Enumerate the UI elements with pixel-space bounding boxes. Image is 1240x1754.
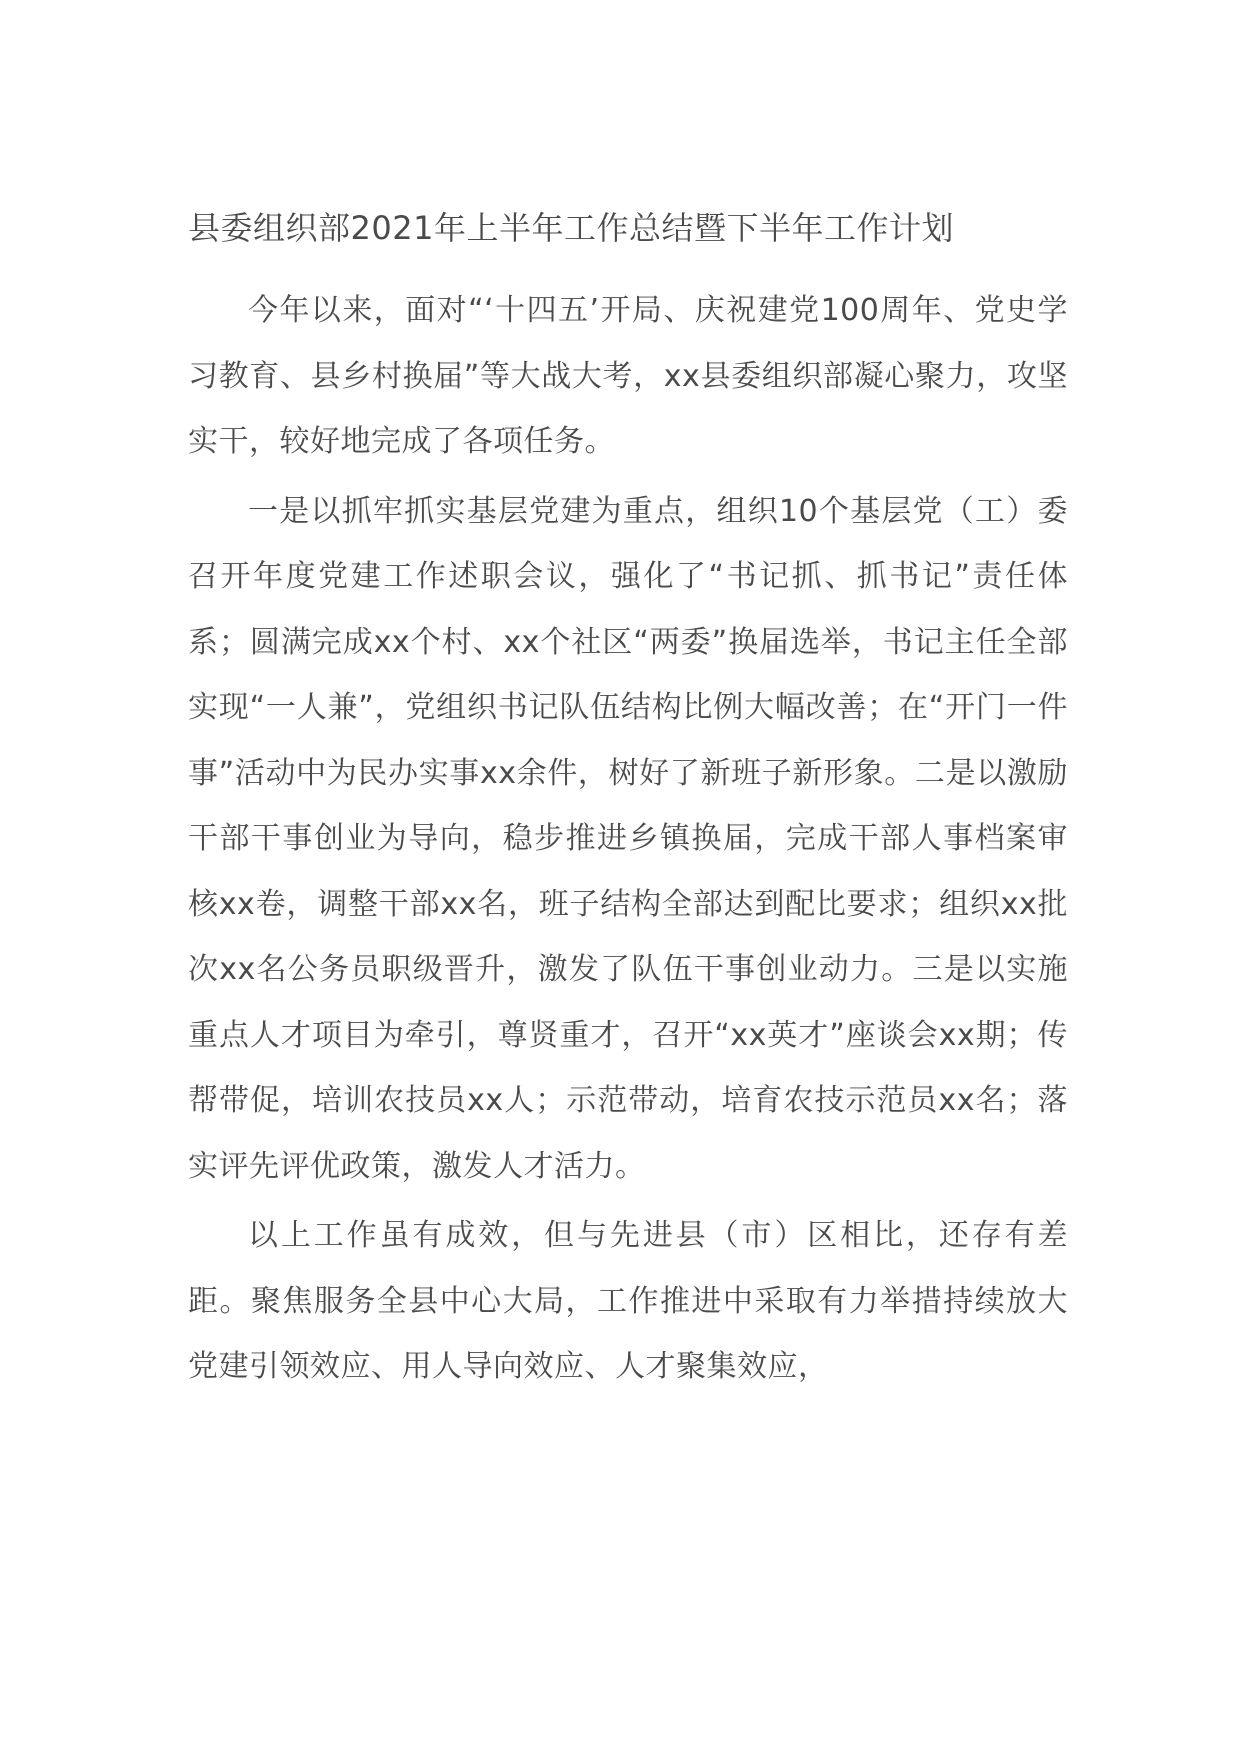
paragraph-intro: 今年以来，面对“‘十四五’开局、庆祝建党100周年、党史学习教育、县乡村换届”等大战大考，xx县委组织部凝心聚力，攻坚实干，较好地完成了各项任务。 bbox=[188, 293, 1068, 459]
paragraph-gaps: 以上工作虽有成效，但与先进县（市）区相比，还存有差距。聚焦服务全县中心大局，工作推进中采取有力举措持续放大党建引领效应、用人导向效应、人才聚集效应， bbox=[188, 1218, 1068, 1384]
document-page bbox=[188, 200, 1068, 1404]
document-title: 县委组织部2021年上半年工作总结暨下半年工作计划 bbox=[188, 209, 954, 247]
paragraph-achievements: 一是以抓牢抓实基层党建为重点，组织10个基层党（工）委召开年度党建工作述职会议，强化了“书记抓、抓书记”责任体系；圆满完成xx个村、xx个社区“两委”换届选举，书记主任全部实现“一人兼”，党组织书记队伍结构比例大幅改善；在“开门一件事”活动中为民办实事xx余件，树好了新班子新形象。二是以激励干部干事创业为导向，稳步推进乡镇换届，完成干部人事档案审核xx卷，调整干部xx名，班子结构全部达到配比要求；组织xx批次xx名公务员职级晋升，激发了队伍干事创业动力。三是以实施重点人才项目为牵引，尊贤重才，召开“xx英才”座谈会xx期；传帮带促，培训农技员xx人；示范带动，培育农技示范员xx名；落实评先评优政策，激发人才活力。 bbox=[188, 493, 1068, 1184]
